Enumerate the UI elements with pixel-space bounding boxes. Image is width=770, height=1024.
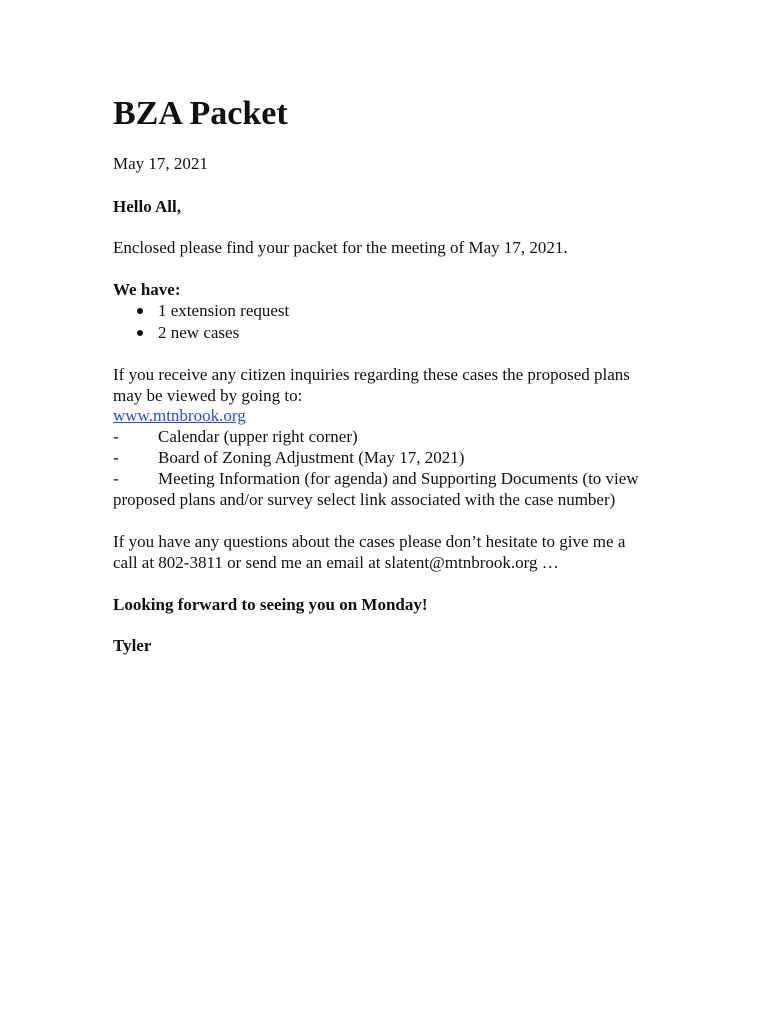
document-title: BZA Packet <box>113 95 288 132</box>
packet-items-list <box>113 300 289 344</box>
step-dash: - <box>113 427 119 446</box>
step-text: Meeting Information (for agenda) and Supporting Documents (to view <box>158 469 639 488</box>
step-text: Board of Zoning Adjustment (May 17, 2021) <box>158 448 465 467</box>
list-item <box>113 300 289 322</box>
instruction-step <box>113 426 358 447</box>
questions-text-line1: If you have any questions about the cases please don’t hesitate to give me a <box>113 532 626 551</box>
list-item <box>113 322 289 344</box>
step-text: Calendar (upper right corner) <box>158 427 358 446</box>
instruction-step-continuation: proposed plans and/or survey select link associated with the case number) <box>113 490 616 509</box>
closing-text: Looking forward to seeing you on Monday! <box>113 595 428 614</box>
intro-text: Enclosed please find your packet for the meeting of May 17, 2021. <box>113 238 568 257</box>
signature: Tyler <box>113 636 152 655</box>
step-dash: - <box>113 469 119 488</box>
inquiry-text-line1: If you receive any citizen inquiries regarding these cases the proposed plans <box>113 365 630 384</box>
bullet-icon <box>137 308 143 314</box>
instruction-step <box>113 447 464 468</box>
list-item-text: 1 extension request <box>158 301 290 320</box>
inquiry-text-line2: may be viewed by going to: <box>113 386 303 405</box>
we-have-label: We have: <box>113 280 181 299</box>
bullet-icon <box>137 330 143 336</box>
instruction-step <box>113 468 639 489</box>
greeting: Hello All, <box>113 197 181 216</box>
document-date: May 17, 2021 <box>113 154 208 173</box>
list-item-text: 2 new cases <box>158 323 240 342</box>
website-link[interactable]: www.mtnbrook.org <box>113 406 246 425</box>
step-dash: - <box>113 448 119 467</box>
questions-text-line2: call at 802-3811 or send me an email at slatent@mtnbrook.org … <box>113 553 559 572</box>
